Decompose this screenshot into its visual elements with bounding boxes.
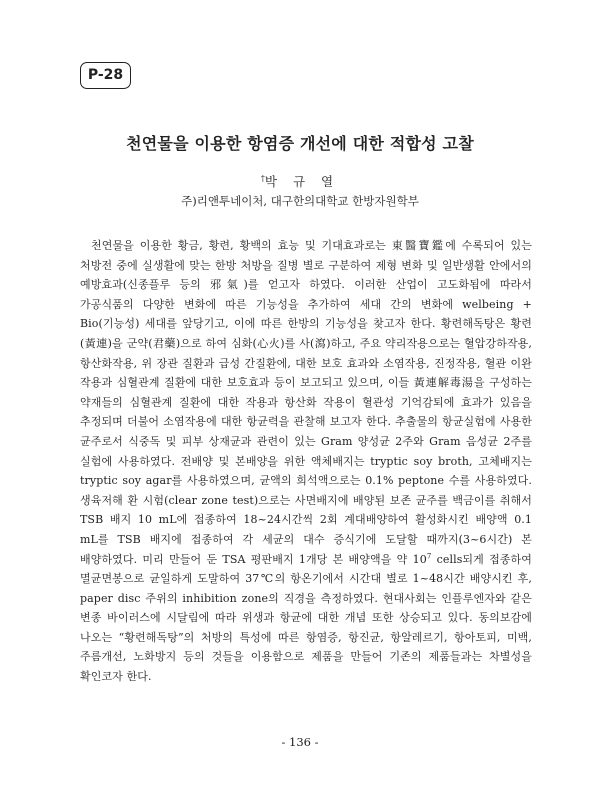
author-line: [0, 172, 600, 190]
poster-number-badge: P-28: [80, 62, 131, 89]
abstract-body: [80, 236, 532, 687]
paper-title: 천연물을 이용한 항염증 개선에 대한 적합성 고찰: [126, 134, 474, 153]
abstract-text: 천연물을 이용한 황금, 황련, 황백의 효능 및 기대효과로는 東醫寶鑑에 수록되어 있는 처방전 중에 실생활에 맞는 한방 처방을 질병 별로 구분하여 제형 변화 및 일반생활 안에서의 예방효과(신종플루 등의 邪氣)를 얻고자 하였다. 이러한 산업이 고도화됨에 따라서 가공식품의 다양한 변화에 따른 기능성을 추가하여 세대 간의 변화에 welbeing + Bio(기능성) 세대를 앞당기고, 이에 따른 한방의 기능성을 찾고자 한다. 황련해독탕은 황련(黃連)을 군약(君藥)으로 하여 심화(心火)를 사(瀉)하고, 주요 약리작용으로는 혈압강하작용, 항산화작용, 위 장관 질환과 급성 간질환에, 대한 보호 효과와 소염작용, 진정작용, 혈관 이완 작용과 심혈관계 질환에 대한 보호효과 등이 보고되고 있으며, 이들 黃連解毒湯을 구성하는 약재들의 심혈관계 질환에 대한 작용과 항산화 작용이 혈관성 기억감퇴에 효과가 있음을 추정되며 더불어 소염작용에 대한 항균력을 관찰해 보고자 한다. 추출물의 항균실험에 사용한 균주로서 식중독 및 피부 상재균과 관련이 있는 Gram 양성균 2주와 Gram 음성균 2주를 실험에 사용하였다. 전배양 및 본배양을 위한 액체배지는 tryptic soy broth, 고체배지는 tryptic soy agar를 사용하였으며, 균액의 희석액으로는 0.1% peptone 수를 사용하였다. 생육저해 환 시험(clear zone test)으로는 사면배지에 배양된 보존 균주를 백금이를 취해서 TSB 배지 10 mL에 접종하여 18~24시간씩 2회 계대배양하여 활성화시킨 배양액 0.1 mL를 TSB 배지에 접종하여 각 세균의 대수 증식기에 도달할 때까지(3~6시간) 본 배양하였다. 미리 만들어 둔 TSA 평판배지 1개당 본 배양액을 약 10: [80, 239, 532, 566]
author-name: 박 규 열: [264, 174, 340, 189]
page-number: - 136 -: [281, 735, 319, 749]
corresponding-author-mark: †: [260, 173, 265, 183]
author-affiliation: 주)리앤투네이처, 대구한의대학교 한방자원학부: [181, 194, 419, 208]
abstract-text-continued: cells되게 접종하여 멸균면봉으로 균일하게 도말하여 37℃의 항온기에서 시간대 별로 1~48시간 배양시킨 후, paper disc 주위의 inhibition zone의 직경을 측정하였다. 현대사회는 인플루엔자와 같은 변종 바이러스에 시달림에 따라 위생과 항균에 대한 개념 또한 상승되고 있다. 동의보감에 나오는 “황련해독탕”의 처방의 특성에 따른 항염증, 항진균, 항알레르기, 항아토피, 미백, 주름개선, 노화방지 등의 것들을 이용함으로 제품을 만들어 기존의 제품들과는 차별성을 확인코자 한다.: [80, 552, 533, 684]
exponent: 7: [426, 551, 432, 560]
